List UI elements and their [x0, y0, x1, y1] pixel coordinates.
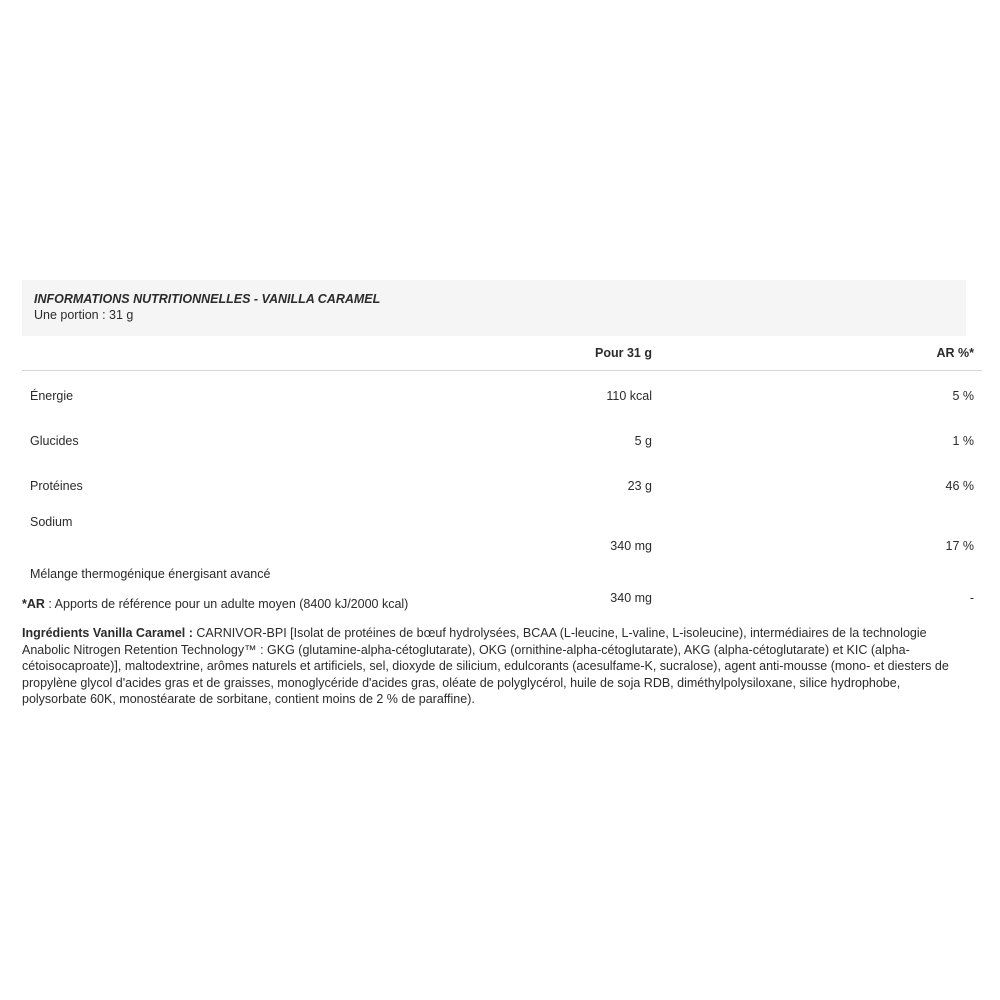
nutrient-name: Glucides: [30, 433, 79, 448]
table-row: [22, 508, 982, 560]
nutrition-table: [22, 336, 982, 612]
nutrition-header: [22, 280, 966, 336]
nutrient-name: Mélange thermogénique énergisant avancé: [30, 567, 271, 581]
table-row: [22, 463, 982, 508]
ingredients-list: CARNIVOR-BPI [Isolat de protéines de bœuf hydrolysées, BCAA (L-leucine, L-valine, L-isoleucine), intermédiaires de la technologie Anabolic Nitrogen Retention Technology™ : GKG (glutamine-alpha-cétoglutarate), OKG (ornithine-alpha-cétoglutarate), AKG (alpha-cétoglutarate) et KIC (alpha-cétoisocaproate)], maltodextrine, arômes naturels et artificiels, sel, dioxyde de silicium, edulcorants (acesulfame-K, sucralose), agent anti-mousse (mono- et diesters de propylène glycol d'acides gras et de graisses, monoglycéride d'acides gras, oléate de polyglycérol, huile de soja RDB, diméthylpolysiloxane, silice hydrophobe, polysorbate 60K, monostéarate de sorbitane, contient moins de 2 % de paraffine).: [22, 626, 949, 706]
nutrient-name: Sodium: [30, 515, 73, 529]
serving-size: Une portion : 31 g: [34, 308, 134, 322]
nutrient-value: 340 mg: [610, 539, 652, 553]
nutrient-ar: -: [969, 591, 974, 605]
header-per-serving: Pour 31 g: [390, 336, 652, 371]
nutrient-value: 110 kcal: [606, 388, 652, 403]
nutrient-ar: 17 %: [945, 539, 974, 553]
nutrient-ar: 46 %: [945, 478, 974, 493]
ar-footnote: [22, 596, 408, 612]
nutrition-panel: [22, 280, 974, 612]
table-row: [22, 418, 982, 463]
table-row: [22, 371, 982, 419]
table-header-row: [22, 336, 982, 371]
header-nutrient: [22, 336, 390, 371]
nutrient-value: 340 mg: [610, 591, 652, 605]
nutrient-name: Énergie: [30, 388, 74, 403]
ingredients-label: Ingrédients Vanilla Caramel :: [22, 626, 193, 640]
footnote-text: : Apports de référence pour un adulte moyen (8400 kJ/2000 kcal): [44, 597, 409, 611]
ingredients-text: [22, 625, 962, 708]
nutrition-title: INFORMATIONS NUTRITIONNELLES - VANILLA CARAMEL: [34, 292, 381, 306]
header-ar: AR %*: [652, 336, 982, 371]
footnote-label: *AR: [22, 597, 45, 611]
nutrient-value: 23 g: [627, 478, 652, 493]
nutrient-name: Protéines: [30, 478, 83, 493]
nutrient-ar: 1 %: [952, 433, 974, 448]
nutrient-value: 5 g: [634, 433, 652, 448]
nutrient-ar: 5 %: [952, 388, 974, 403]
